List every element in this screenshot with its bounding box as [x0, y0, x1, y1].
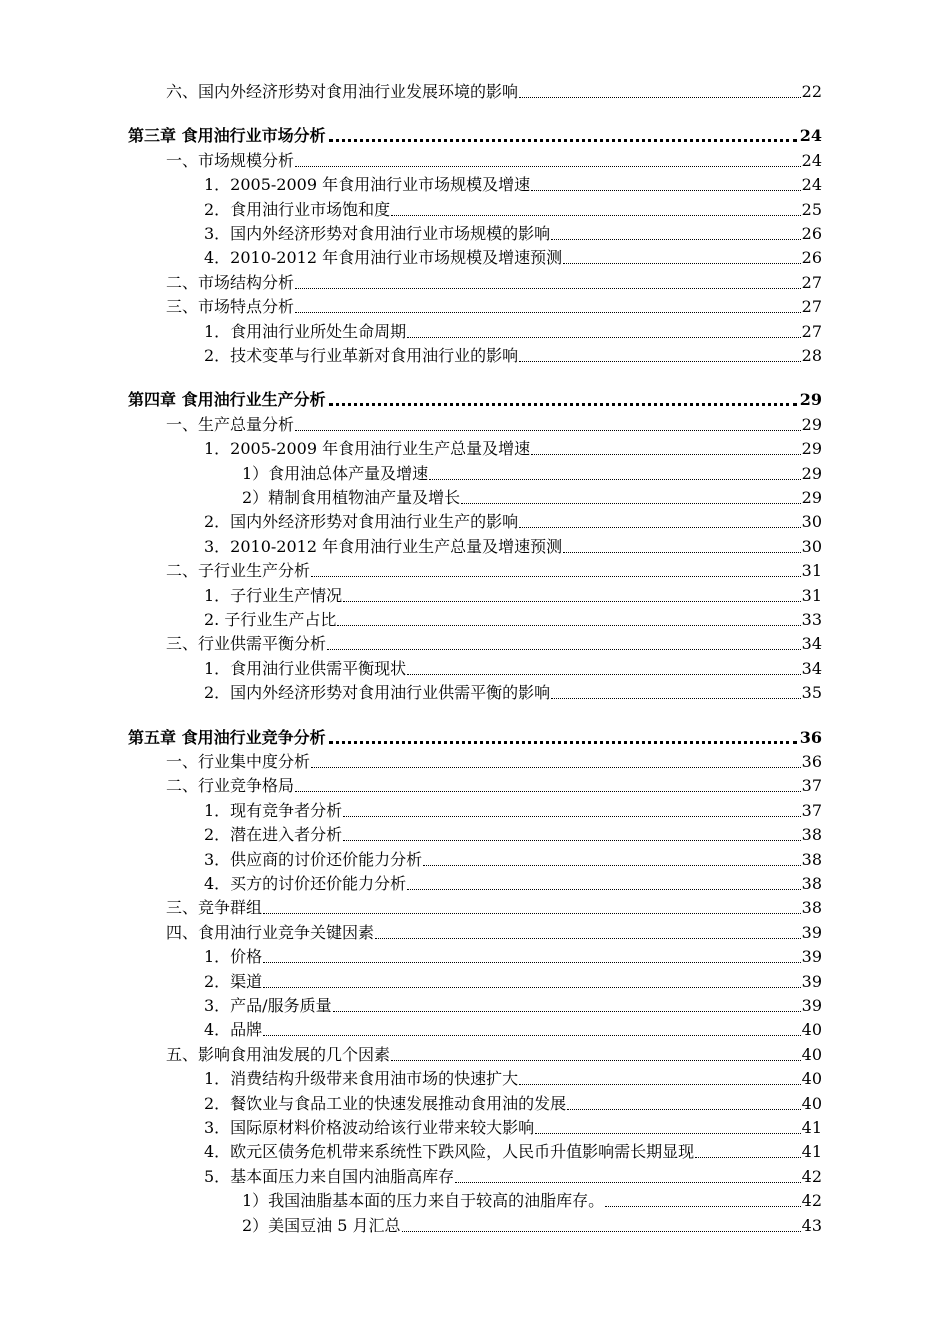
toc-entry[interactable]	[166, 630, 822, 654]
toc-entry-title: 一、生产总量分析	[166, 414, 295, 434]
toc-page-number: 41	[801, 1142, 822, 1162]
toc-dot-leader	[402, 1231, 801, 1232]
toc-page-number: 37	[801, 800, 822, 820]
toc-dot-leader	[343, 601, 800, 602]
toc-entry-title: 4．买方的讨价还价能力分析	[204, 874, 407, 893]
toc-entry[interactable]	[204, 244, 822, 268]
toc-entry-title: 2）精制食用植物油产量及增长	[242, 488, 461, 507]
toc-page-number: 39	[801, 922, 822, 942]
toc-entry-title: 2）美国豆油 5 月汇总	[242, 1215, 401, 1235]
toc-entry-title: 2．潜在进入者分析	[204, 825, 343, 845]
toc-entry[interactable]	[166, 147, 822, 171]
toc-page-number: 26	[801, 248, 822, 268]
toc-entry[interactable]	[204, 1090, 822, 1114]
toc-dot-leader	[551, 239, 800, 240]
toc-page-number: 24	[801, 150, 822, 170]
toc-page-number: 38	[801, 874, 822, 893]
toc-page-number: 38	[801, 898, 822, 918]
toc-entry[interactable]	[204, 318, 822, 342]
toc-dot-leader	[375, 938, 801, 939]
toc-page-number: 27	[801, 321, 822, 341]
toc-entry-title: 三、市场特点分析	[166, 297, 295, 317]
toc-entry-title: 二、行业竞争格局	[166, 776, 295, 796]
toc-dot-leader	[429, 479, 800, 480]
toc-entry[interactable]	[204, 606, 822, 630]
toc-entry-title: 三、行业供需平衡分析	[166, 634, 327, 654]
toc-entry-title: 3．国内外经济形势对食用油行业市场规模的影响	[204, 224, 551, 243]
toc-entry-title: 4．2010-2012 年食用油行业市场规模及增速预测	[204, 248, 563, 268]
toc-page-number: 39	[801, 947, 822, 967]
toc-dot-leader	[551, 698, 800, 699]
toc-page-number: 30	[801, 512, 822, 532]
toc-page-number: 29	[801, 439, 822, 459]
toc-entry[interactable]	[166, 748, 822, 772]
toc-dot-leader	[263, 962, 800, 963]
toc-entry[interactable]	[204, 171, 822, 195]
toc-entry[interactable]	[166, 919, 822, 943]
toc-dot-leader	[423, 865, 800, 866]
toc-dot-leader	[563, 552, 801, 553]
toc-dot-leader	[329, 403, 797, 406]
toc-page-number: 41	[801, 1118, 822, 1137]
toc-dot-leader	[461, 503, 800, 504]
toc-page-number: 29	[801, 414, 822, 434]
toc-entry[interactable]	[166, 557, 822, 581]
toc-entry-title: 3．国际原材料价格波动给该行业带来较大影响	[204, 1118, 535, 1137]
toc-dot-leader	[567, 1109, 800, 1110]
toc-entry[interactable]	[204, 821, 822, 845]
toc-entry[interactable]	[204, 1065, 822, 1089]
toc-entry[interactable]	[204, 679, 822, 703]
toc-entry-title: 2．餐饮业与食品工业的快速发展推动食用油的发展	[204, 1093, 567, 1113]
toc-entry-title: 2. 子行业生产占比	[204, 610, 337, 629]
toc-entry-title: 1）食用油总体产量及增速	[242, 463, 429, 483]
toc-entry-title: 1．食用油行业供需平衡现状	[204, 658, 407, 678]
toc-dot-leader	[311, 767, 801, 768]
toc-dot-leader	[329, 741, 797, 744]
toc-page-number: 36	[801, 752, 822, 771]
toc-entry[interactable]	[166, 411, 822, 435]
toc-entry[interactable]	[204, 220, 822, 244]
toc-page-number: 42	[801, 1191, 822, 1211]
toc-page-number: 30	[801, 536, 822, 556]
toc-dot-leader	[295, 288, 801, 289]
toc-page-number: 34	[801, 658, 822, 678]
toc-entry[interactable]	[204, 1138, 822, 1162]
toc-page-number: 33	[801, 610, 822, 629]
toc-dot-leader	[407, 337, 800, 338]
toc-page-number: 24	[799, 126, 822, 146]
toc-entry-title: 2．国内外经济形势对食用油行业生产的影响	[204, 512, 519, 532]
toc-dot-leader	[263, 987, 800, 988]
toc-page-number: 27	[801, 272, 822, 292]
toc-dot-leader	[535, 1133, 800, 1134]
toc-page-number: 25	[801, 199, 822, 219]
toc-entry-title: 二、市场结构分析	[166, 272, 295, 292]
toc-entry[interactable]	[204, 342, 822, 366]
toc-dot-leader	[295, 791, 801, 792]
toc-page-number: 37	[801, 776, 822, 796]
toc-page-number: 36	[799, 727, 822, 747]
toc-page-number: 39	[801, 996, 822, 1015]
toc-page-number: 40	[801, 1020, 822, 1040]
toc-entry-title: 第五章 食用油行业竞争分析	[128, 727, 326, 747]
toc-entry-title: 一、行业集中度分析	[166, 752, 311, 771]
toc-entry[interactable]	[204, 870, 822, 894]
toc-dot-leader	[391, 1060, 801, 1061]
toc-entry[interactable]	[204, 655, 822, 679]
toc-entry[interactable]	[204, 943, 822, 967]
toc-dot-leader	[337, 625, 800, 626]
toc-dot-leader	[295, 312, 801, 313]
toc-dot-leader	[263, 913, 801, 914]
toc-entry-title: 4．欧元区债务危机带来系统性下跌风险，人民币升值影响需长期显现	[204, 1142, 695, 1162]
toc-entry[interactable]	[204, 992, 822, 1016]
toc-page-number: 40	[801, 1069, 822, 1089]
toc-entry-title: 1）我国油脂基本面的压力来自于较高的油脂库存。	[242, 1191, 605, 1211]
toc-entry[interactable]	[166, 269, 822, 293]
toc-entry[interactable]	[204, 846, 822, 870]
toc-entry[interactable]	[166, 894, 822, 918]
toc-entry-title: 5．基本面压力来自国内油脂高库存	[204, 1166, 455, 1186]
toc-entry-title: 4．品牌	[204, 1020, 263, 1040]
toc-dot-leader	[311, 576, 801, 577]
toc-entry-title: 1．现有竞争者分析	[204, 800, 343, 820]
toc-page-number: 35	[801, 683, 822, 703]
toc-entry[interactable]	[242, 484, 822, 508]
toc-entry[interactable]	[166, 1041, 822, 1065]
toc-dot-leader	[263, 1035, 800, 1036]
toc-entry[interactable]	[204, 196, 822, 220]
toc-entry[interactable]	[204, 508, 822, 532]
toc-entry[interactable]	[204, 582, 822, 606]
toc-entry[interactable]	[204, 533, 822, 557]
toc-page-number: 31	[801, 561, 822, 581]
toc-page-number: 40	[801, 1044, 822, 1064]
toc-dot-leader	[531, 190, 801, 191]
toc-entry[interactable]	[242, 1187, 822, 1211]
toc-entry-title: 1．2005-2009 年食用油行业生产总量及增速	[204, 439, 531, 459]
toc-entry-title: 1．子行业生产情况	[204, 585, 343, 605]
toc-page-number: 38	[801, 825, 822, 845]
toc-page-number: 42	[801, 1166, 822, 1186]
toc-entry-title: 第四章 食用油行业生产分析	[128, 390, 326, 410]
toc-entry-title: 2．技术变革与行业革新对食用油行业的影响	[204, 346, 519, 365]
toc-entry[interactable]	[166, 772, 822, 796]
toc-dot-leader	[563, 263, 801, 264]
toc-page-number: 29	[799, 390, 822, 410]
toc-entry[interactable]	[242, 1212, 822, 1236]
toc-page-number: 39	[801, 971, 822, 991]
toc-entry-title: 1．食用油行业所处生命周期	[204, 321, 407, 341]
toc-entry[interactable]	[242, 460, 822, 484]
toc-dot-leader	[407, 889, 800, 890]
toc-entry-title: 2．食用油行业市场饱和度	[204, 199, 391, 219]
toc-entry-title: 3．2010-2012 年食用油行业生产总量及增速预测	[204, 536, 563, 556]
toc-entry[interactable]	[204, 1016, 822, 1040]
toc-page-number: 29	[801, 488, 822, 507]
toc-page-number: 27	[801, 297, 822, 317]
toc-entry[interactable]	[204, 435, 822, 459]
toc-dot-leader	[333, 1011, 801, 1012]
toc-entry-title: 三、竞争群组	[166, 898, 263, 918]
toc-chapter-entry[interactable]	[128, 386, 822, 410]
toc-chapter-entry[interactable]	[128, 122, 822, 146]
toc-page-number: 31	[801, 585, 822, 605]
toc-page-number: 24	[801, 175, 822, 195]
toc-dot-leader	[455, 1182, 800, 1183]
toc-entry-title: 2．国内外经济形势对食用油行业供需平衡的影响	[204, 683, 551, 703]
toc-entry[interactable]	[204, 1163, 822, 1187]
toc-entry[interactable]	[204, 797, 822, 821]
toc-entry-title: 五、影响食用油发展的几个因素	[166, 1044, 391, 1064]
toc-page-number: 28	[801, 346, 822, 365]
toc-page-number: 40	[801, 1093, 822, 1113]
toc-dot-leader	[391, 215, 800, 216]
toc-entry[interactable]	[166, 293, 822, 317]
toc-entry-title: 2．渠道	[204, 971, 263, 991]
toc-page-number: 26	[801, 224, 822, 243]
toc-dot-leader	[519, 527, 800, 528]
toc-page-number: 38	[801, 849, 822, 869]
toc-dot-leader	[295, 166, 801, 167]
toc-entry-title: 第三章 食用油行业市场分析	[128, 126, 326, 146]
toc-entry-title: 二、子行业生产分析	[166, 561, 311, 581]
toc-entry[interactable]	[204, 968, 822, 992]
toc-dot-leader	[519, 361, 800, 362]
toc-entry-title: 1．消费结构升级带来食用油市场的快速扩大	[204, 1069, 519, 1089]
toc-entry-title: 3．供应商的讨价还价能力分析	[204, 849, 423, 869]
toc-chapter-entry[interactable]	[128, 724, 822, 748]
toc-entry-title: 1．2005-2009 年食用油行业市场规模及增速	[204, 175, 531, 195]
toc-dot-leader	[343, 816, 800, 817]
toc-dot-leader	[605, 1206, 800, 1207]
toc-entry[interactable]	[204, 1114, 822, 1138]
toc-page-number: 22	[801, 82, 822, 101]
toc-entry-title: 一、市场规模分析	[166, 150, 295, 170]
toc-dot-leader	[531, 454, 801, 455]
toc-dot-leader	[407, 674, 800, 675]
toc-entry-title: 3．产品/服务质量	[204, 996, 332, 1015]
toc-dot-leader	[519, 1084, 800, 1085]
toc-dot-leader	[327, 649, 801, 650]
toc-dot-leader	[329, 139, 797, 142]
toc-dot-leader	[519, 97, 801, 98]
toc-dot-leader	[295, 430, 801, 431]
toc-entry[interactable]	[166, 78, 822, 102]
toc-dot-leader	[695, 1157, 800, 1158]
toc-entry-title: 四、食用油行业竞争关键因素	[166, 922, 375, 942]
toc-page-number: 29	[801, 463, 822, 483]
toc-entry-title: 1．价格	[204, 947, 263, 967]
toc-page-number: 43	[801, 1215, 822, 1235]
toc-dot-leader	[343, 840, 800, 841]
toc-entry-title: 六、国内外经济形势对食用油行业发展环境的影响	[166, 82, 519, 101]
toc-page-number: 34	[801, 634, 822, 654]
